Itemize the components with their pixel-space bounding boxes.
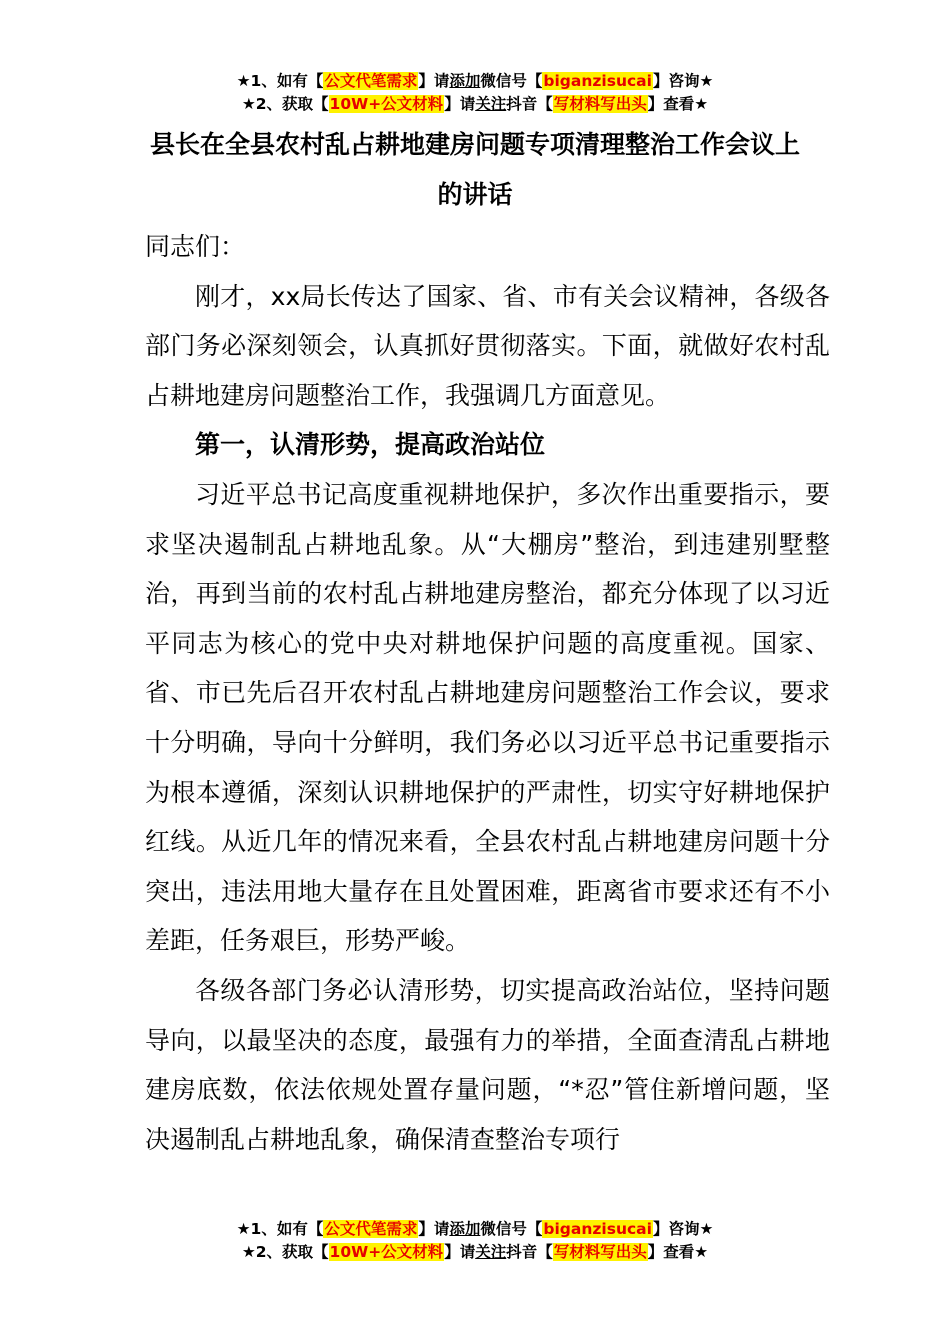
salutation: 同志们：: [145, 232, 246, 261]
paragraph-intro: 刚才，xx局长传达了国家、省、市有关会议精神，各级各部门务必深刻领会，认真抓好贯彻落实。下面，就做好农村乱占耕地建房问题整治工作，我强调几方面意见。: [145, 281, 830, 410]
header-banner: [0, 70, 950, 116]
highlight-service: 公文代笔需求: [324, 1220, 418, 1238]
banner-line-1: ★1、如有【公文代笔需求】请添加微信号【biganzisucai】咨询★: [236, 72, 714, 90]
banner-line-2: ★2、获取【10W+公文材料】请关注抖音【写材料写出头】查看★: [241, 95, 709, 113]
wechat-id: biganzisucai: [543, 1220, 652, 1238]
footer-banner: [0, 1218, 950, 1264]
highlight-service: 公文代笔需求: [324, 72, 418, 90]
document-body: [145, 222, 830, 1164]
wechat-id: biganzisucai: [543, 72, 652, 90]
highlight-materials: 10W+公文材料: [329, 1243, 444, 1261]
douyin-account: 写材料写出头: [553, 95, 647, 113]
document-title: 县长在全县农村乱占耕地建房问题专项清理整治工作会议上的讲话: [149, 130, 800, 209]
paragraph-requirements: 各级各部门务必认清形势，切实提高政治站位，坚持问题导向，以最坚决的态度，最强有力的举措，全面查清乱占耕地建房底数，依法依规处置存量问题，“*忍”管住新增问题，坚决遏制乱占耕地乱象，确保清查整治专项行: [145, 975, 830, 1154]
section-heading-1: 第一，认清形势，提高政治站位: [195, 430, 546, 460]
highlight-materials: 10W+公文材料: [329, 95, 444, 113]
paragraph-situation: 习近平总书记高度重视耕地保护，多次作出重要指示，要求坚决遏制乱占耕地乱象。从“大棚房”整治，到违建别墅整治，再到当前的农村乱占耕地建房整治，都充分体现了以习近平同志为核心的党中央对耕地保护问题的高度重视。国家、省、市已先后召开农村乱占耕地建房问题整治工作会议，要求十分明确，导向十分鲜明，我们务必以习近平总书记重要指示为根本遵循，深刻认识耕地保护的严肃性，切实守好耕地保护红线。从近几年的情况来看，全县农村乱占耕地建房问题十分突出，违法用地大量存在且处置困难，距离省市要求还有不小差距，任务艰巨，形势严峻。: [145, 479, 830, 956]
banner-line-2: ★2、获取【10W+公文材料】请关注抖音【写材料写出头】查看★: [241, 1243, 709, 1261]
banner-line-1: ★1、如有【公文代笔需求】请添加微信号【biganzisucai】咨询★: [236, 1220, 714, 1238]
douyin-account: 写材料写出头: [553, 1243, 647, 1261]
